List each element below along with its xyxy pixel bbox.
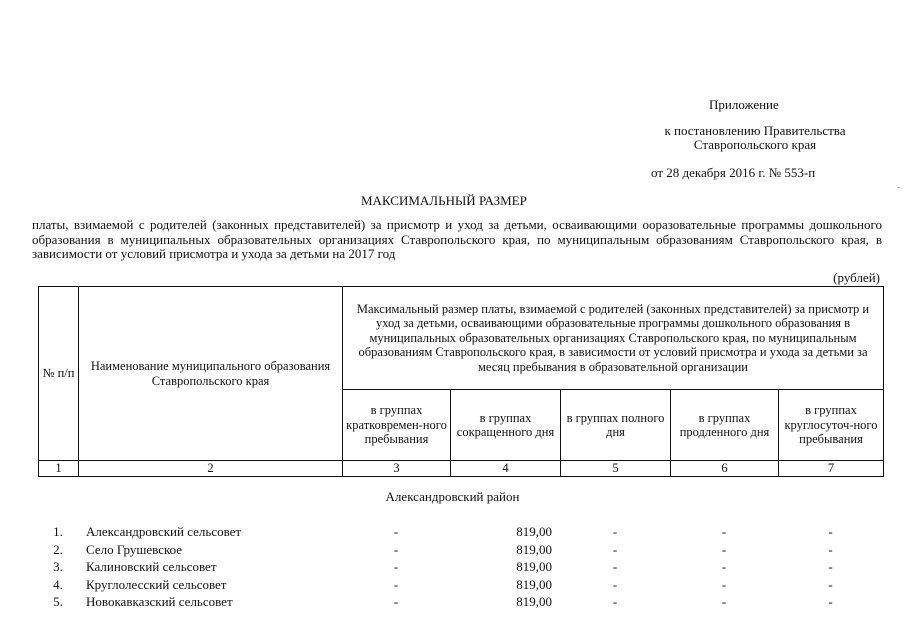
row-name: Новокавказский сельсовет bbox=[86, 594, 233, 610]
row-name: Калиновский сельсовет bbox=[86, 559, 217, 575]
row-extended-day: - bbox=[721, 559, 727, 575]
col-number: 5 bbox=[561, 461, 671, 477]
row-number: 3. bbox=[53, 559, 63, 575]
header-num: № п/п bbox=[39, 287, 79, 461]
unit-label: (рублей) bbox=[833, 270, 880, 285]
col-number: 7 bbox=[779, 461, 884, 477]
header-name: Наименование муниципального образования Ставропольского края bbox=[79, 287, 343, 461]
row-round-the-clock: - bbox=[828, 559, 833, 575]
table-row bbox=[38, 593, 883, 611]
header-short-stay: в группах кратковремен-ного пребывания bbox=[343, 390, 451, 461]
row-number: 1. bbox=[53, 524, 63, 540]
decree-reference-line2: Ставропольского края bbox=[693, 137, 817, 152]
row-full-day: - bbox=[612, 524, 618, 540]
row-round-the-clock: - bbox=[828, 576, 833, 592]
row-short-stay: - bbox=[393, 594, 399, 610]
header-round-the-clock: в группах круглосуточ-ного пребывания bbox=[779, 390, 884, 461]
document-intro: платы, взимаемой с родителей (законных представителей) за присмотр и уход за детьми, осваивающими ооразовательные программы дошкольного образования в муниципальных образовательных организациях Ставропольского края, по муниципальным образованиям Ставропольского края, в зависимости от условий присмотра и ухода за детьми на 2017 год bbox=[32, 217, 882, 261]
row-reduced-day: 819,00 bbox=[516, 559, 552, 575]
fees-table-body bbox=[38, 523, 883, 611]
row-reduced-day: 819,00 bbox=[516, 541, 552, 557]
row-name: Александровский сельсовет bbox=[86, 524, 242, 540]
row-round-the-clock: - bbox=[828, 524, 833, 540]
header-group: Максимальный размер платы, взимаемой с родителей (законных представителей) за присмотр и уход за детьми, осваивающими образовательные программы дошкольного образования в муниципальных образовательных организациях Ставропольского края, по муниципальным образованиям Ставропольского края, в зависимости от условий присмотра и ухода за детьми за месяц пребывания в образовательной организации bbox=[343, 287, 884, 390]
row-number: 5. bbox=[53, 594, 63, 610]
decree-reference-line1: к постановлению Правительства bbox=[664, 123, 846, 138]
row-name: Село Грушевское bbox=[86, 541, 183, 557]
decree-date: от 28 декабря 2016 г. № 553-п bbox=[651, 165, 816, 180]
decree-reference bbox=[644, 124, 866, 152]
region-heading: Александровский район bbox=[385, 489, 520, 504]
header-full-day: в группах полного дня bbox=[561, 390, 671, 461]
row-round-the-clock: - bbox=[828, 541, 833, 557]
col-number: 4 bbox=[451, 461, 561, 477]
appendix-label: Приложение bbox=[709, 97, 779, 112]
col-number: 3 bbox=[343, 461, 451, 477]
row-full-day: - bbox=[612, 559, 618, 575]
row-full-day: - bbox=[612, 576, 618, 592]
col-number: 6 bbox=[671, 461, 779, 477]
table-row bbox=[38, 523, 883, 541]
row-reduced-day: 819,00 bbox=[516, 576, 552, 592]
row-short-stay: - bbox=[393, 559, 399, 575]
header-reduced-day: в группах сокращенного дня bbox=[451, 390, 561, 461]
row-number: 2. bbox=[53, 541, 63, 557]
row-full-day: - bbox=[612, 594, 618, 610]
document-title: МАКСИМАЛЬНЫЙ РАЗМЕР bbox=[361, 193, 527, 208]
row-number: 4. bbox=[53, 576, 63, 592]
row-short-stay: - bbox=[393, 541, 399, 557]
row-short-stay: - bbox=[393, 524, 399, 540]
row-reduced-day: 819,00 bbox=[516, 524, 552, 540]
fees-table-header bbox=[38, 286, 884, 477]
header-extended-day: в группах продленного дня bbox=[671, 390, 779, 461]
row-short-stay: - bbox=[393, 576, 399, 592]
row-extended-day: - bbox=[721, 576, 727, 592]
row-extended-day: - bbox=[721, 594, 727, 610]
row-extended-day: - bbox=[721, 524, 727, 540]
table-row bbox=[38, 541, 883, 559]
col-number: 1 bbox=[39, 461, 79, 477]
table-row bbox=[38, 576, 883, 594]
col-number: 2 bbox=[79, 461, 343, 477]
row-full-day: - bbox=[612, 541, 618, 557]
row-name: Круглолесский сельсовет bbox=[86, 576, 227, 592]
table-row bbox=[38, 558, 883, 576]
row-extended-day: - bbox=[721, 541, 727, 557]
row-round-the-clock: - bbox=[828, 594, 833, 610]
scan-mark bbox=[897, 187, 900, 188]
row-reduced-day: 819,00 bbox=[516, 594, 552, 610]
